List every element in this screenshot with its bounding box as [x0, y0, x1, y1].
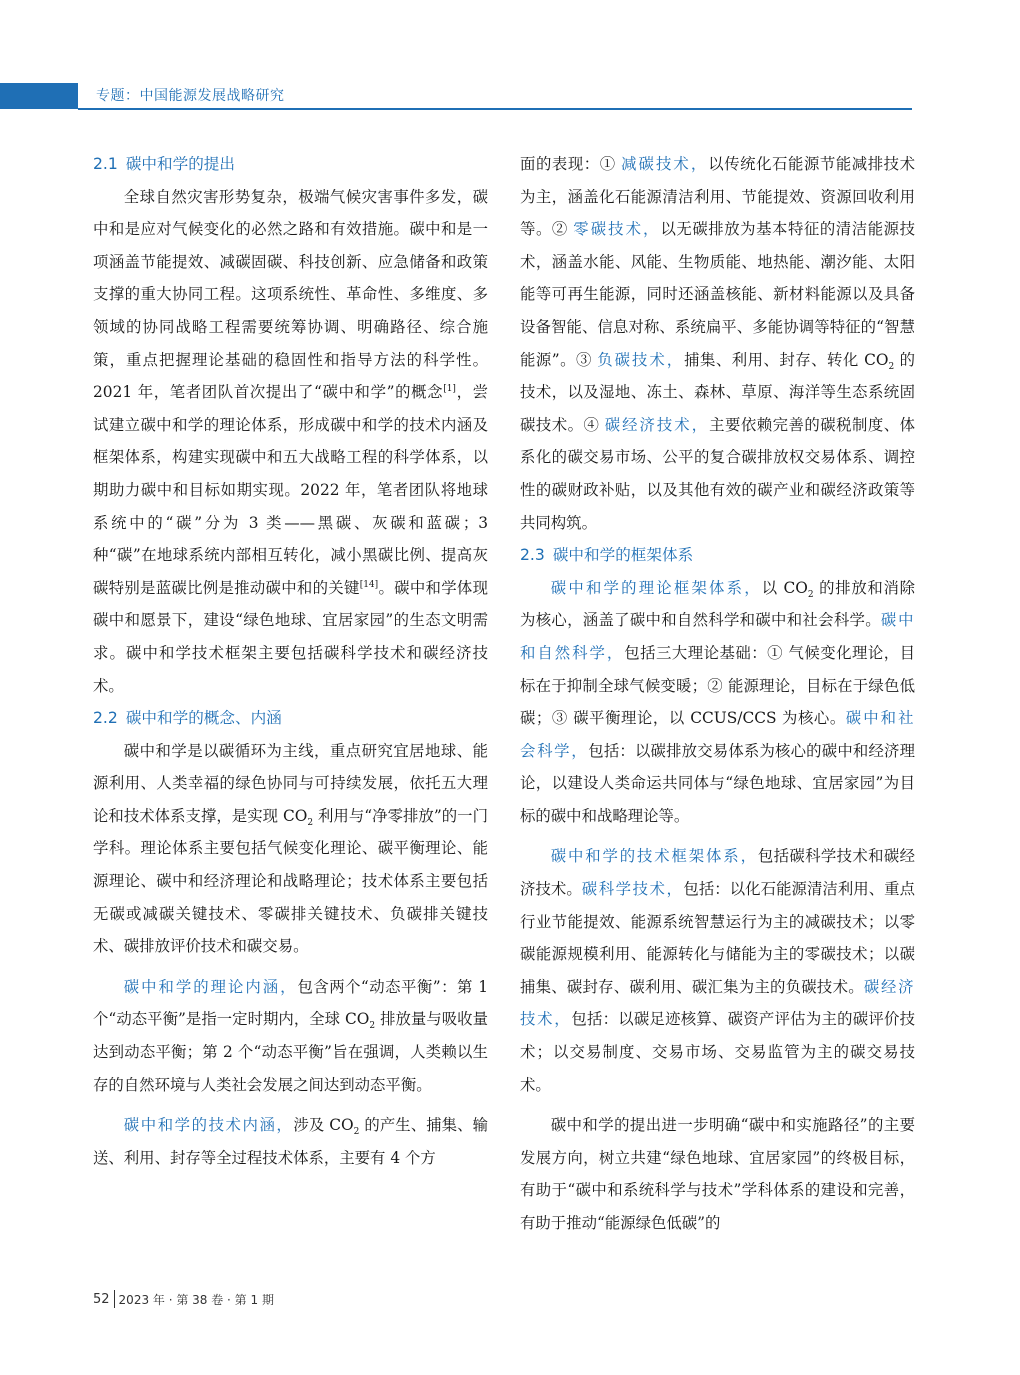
text-run: 以无碳排放为基本特征的清洁能源技术，涵盖水能、风能、生物质能、地热能、潮汐能、太阳能等可再生能源，同时还涵盖核能、新材料能源以及具备设备智能、信息对称、系统扁平、多能协调等特征的“智慧能源”。③ — [520, 220, 915, 369]
term-highlight: 碳科学技术， — [581, 880, 684, 899]
paragraph — [520, 148, 915, 539]
subscript: 2 — [307, 817, 314, 828]
section-number: 2.2 — [93, 709, 118, 728]
section-number: 2.1 — [93, 155, 118, 173]
section-heading-2-2 — [93, 702, 488, 735]
text-run: 全球自然灾害形势复杂，极端气候灾害事件多发，碳中和是应对气候变化的必然之路和有效措施。碳中和是一项涵盖节能提效、减碳固碳、科技创新、应急储备和政策支撑的重大协同工程。这项系统性、革命性、多维度、多领域的协同战略工程需要统筹协调、明确路径、综合施策，重点把握理论基础的稳固性和指导方法的科学性。2021 年，笔者团队首次提出了“碳中和学”的概念 — [93, 187, 488, 402]
paragraph — [93, 971, 488, 1101]
text-run: 包括三大理论基础：① 气候变化理论，目标在于抑制全球气候变暖；② 能源理论，目标在于绿色低碳；③ 碳平衡理论，以 CCUS/CCS 为核心。 — [520, 643, 915, 728]
term-highlight: 碳中和学的技术内涵， — [123, 1116, 294, 1135]
running-header-title: 专题：中国能源发展战略研究 — [96, 88, 285, 104]
page-footer — [93, 1288, 274, 1310]
text-run: 的产生、捕集、输送、利用、封存等全过程技术体系，主要有 4 个方 — [93, 1116, 488, 1167]
text-run: 以传统化石能源节能减排技术为主，涵盖化石能源清洁利用、节能提效、资源回收利用等。② — [520, 155, 915, 239]
text-run: 捕集、利用、封存、转化 CO — [684, 350, 889, 369]
citation-ref: [1] — [443, 384, 456, 395]
term-highlight: 负碳技术， — [597, 350, 685, 369]
page-number: 52 — [93, 1291, 110, 1307]
term-highlight: 碳中和学的理论框架体系， — [550, 578, 762, 597]
paragraph — [93, 1109, 488, 1174]
text-run: 排放量与吸收量达到动态平衡；第 2 个“动态平衡”旨在强调，人类赖以生存的自然环境与人类社会发展之间达到动态平衡。 — [93, 1010, 488, 1094]
text-run: 包括：以碳足迹核算、碳资产评估为主的碳评价技术；以交易制度、交易市场、交易监管为主的碳交易技术。 — [520, 1010, 915, 1094]
paragraph — [520, 572, 915, 833]
paragraph — [93, 735, 488, 963]
section-heading-2-3 — [520, 539, 915, 572]
term-highlight: 减碳技术， — [621, 155, 709, 173]
header-rule — [78, 108, 912, 110]
section-title: 碳中和学的提出 — [125, 155, 235, 173]
text-run: 利用与“净零排放”的一门学科。理论体系主要包括气候变化理论、碳平衡理论、能源理论、碳中和经济理论和战略理论；技术体系主要包括无碳或减碳关键技术、零碳排关键技术、负碳排关键技术、碳排放评价技术和碳交易。 — [93, 806, 488, 956]
paragraph — [93, 181, 488, 703]
section-title: 碳中和学的概念、内涵 — [125, 709, 282, 728]
subscript: 2 — [353, 1127, 360, 1138]
subscript: 2 — [807, 589, 814, 600]
text-run: 碳中和学的提出进一步明确“碳中和实施路径”的主要发展方向，树立共建“绿色地球、宜居家园”的终极目标，有助于“碳中和系统科学与技术”学科体系的建设和完善，有助于推动“能源绿色低碳”的 — [520, 1116, 915, 1232]
text-run: 。碳中和学体现碳中和愿景下，建设“绿色地球、宜居家园”的生态文明需求。碳中和学技术框架主要包括碳科学技术和碳经济技术。 — [93, 578, 488, 695]
citation-ref: [14] — [359, 579, 379, 590]
text-run: 包括碳科学技术和碳经济技术。 — [520, 847, 915, 899]
text-run: 以 CO — [761, 578, 808, 597]
paragraph — [520, 840, 915, 1101]
text-run: 包括：以碳排放交易体系为核心的碳中和经济理论，以建设人类命运共同体与“绿色地球、宜居家园”为目标的碳中和战略理论等。 — [520, 741, 915, 825]
text-run: 包含两个“动态平衡”：第 1 个“动态平衡”是指一定时期内，全球 CO — [93, 977, 488, 1029]
term-highlight: 碳中和社会科学， — [520, 709, 915, 760]
subscript: 2 — [369, 1021, 376, 1032]
section-title: 碳中和学的框架体系 — [552, 546, 694, 565]
text-run: 涉及 CO — [293, 1116, 354, 1135]
term-highlight: 碳中和自然科学， — [520, 611, 915, 662]
footer-separator — [114, 1290, 115, 1308]
text-run: 包括：以化石能源清洁利用、重点行业节能提效、能源系统智慧运行为主的减碳技术；以零碳能源规模利用、能源转化与储能为主的零碳技术；以碳捕集、碳封存、碳利用、碳汇集为主的负碳技术。 — [520, 880, 915, 996]
paragraph — [520, 1109, 915, 1239]
text-run: ，尝试建立碳中和学的理论体系，形成碳中和学的技术内涵及框架体系，构建实现碳中和五大战略工程的科学体系，以期助力碳中和目标如期实现。2022 年，笔者团队将地球系统中的“碳”分为 3 类——黑碳、灰碳和蓝碳；3 种“碳”在地球系统内部相互转化，减小黑碳比例、提高灰碳特别是蓝碳比例是推动碳中和的关键 — [93, 383, 488, 597]
subscript: 2 — [888, 361, 895, 372]
section-number: 2.3 — [520, 546, 545, 565]
right-column — [520, 148, 915, 1240]
left-column — [93, 148, 488, 1174]
issue-info: 2023 年 · 第 38 卷 · 第 1 期 — [118, 1292, 274, 1307]
term-highlight: 碳经济技术， — [520, 977, 915, 1029]
text-run: 碳中和学是以碳循环为主线，重点研究宜居地球、能源利用、人类幸福的绿色协同与可持续发展，依托五大理论和技术体系支撑，是实现 CO — [93, 741, 488, 825]
text-run: 的技术，以及湿地、冻土、森林、草原、海洋等生态系统固碳技术。④ — [520, 350, 915, 434]
term-highlight: 零碳技术， — [573, 220, 661, 239]
term-highlight: 碳中和学的理论内涵， — [123, 977, 298, 996]
term-highlight: 碳经济技术， — [604, 415, 710, 434]
text-run: 主要依赖完善的碳税制度、体系化的碳交易市场、公平的复合碳排放权交易体系、调控性的碳财政补贴，以及其他有效的碳产业和碳经济政策等共同构筑。 — [520, 415, 915, 532]
term-highlight: 碳中和学的技术框架体系， — [550, 847, 758, 866]
section-heading-2-1 — [93, 148, 488, 181]
text-run: 的排放和消除为核心，涵盖了碳中和自然科学和碳中和社会科学。 — [520, 578, 915, 630]
text-run: 面的表现：① — [520, 155, 622, 173]
header-accent-bar — [0, 83, 78, 109]
